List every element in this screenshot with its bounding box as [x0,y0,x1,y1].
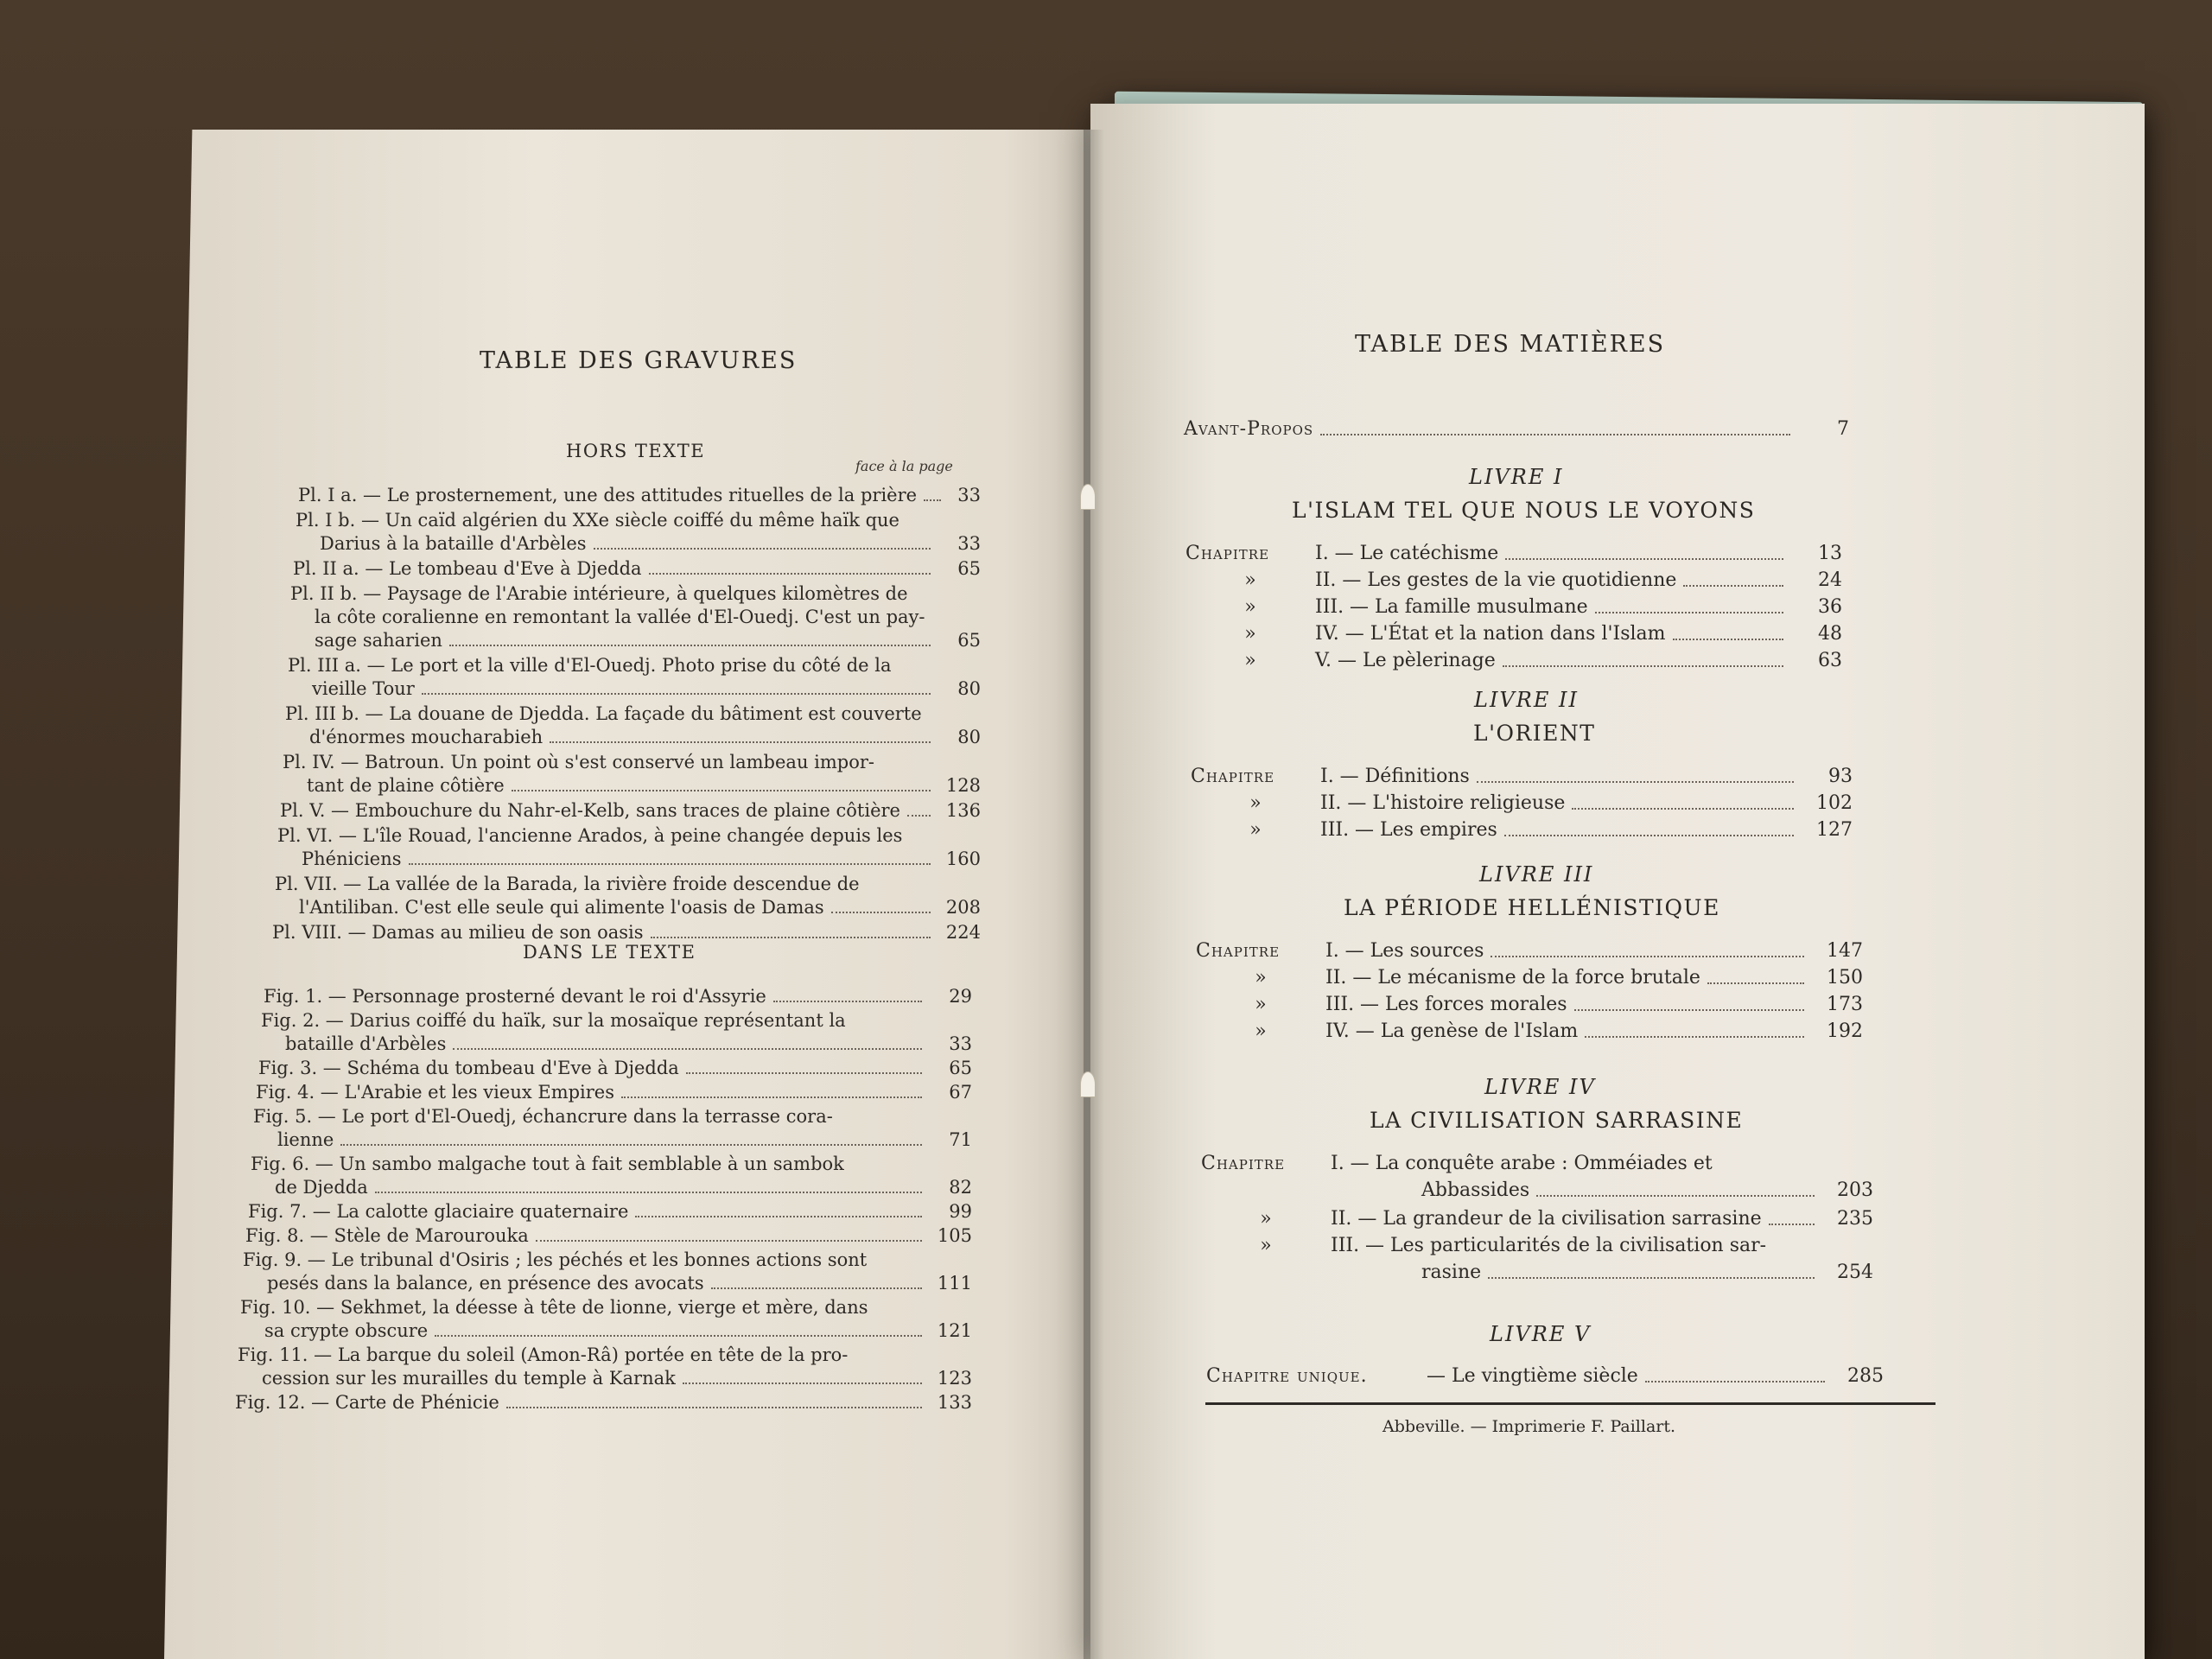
chapter-prefix: » [1255,994,1267,1015]
dot-leader [594,548,931,550]
dot-leader [1673,639,1783,640]
page-number: 121 [937,1320,972,1341]
plate-continuation: vieille Tour [312,678,415,699]
chapter-prefix: » [1255,967,1267,988]
toc-entry-label: III. — Les particularités de la civilisation sar- [1331,1235,1767,1256]
dot-leader [683,1382,922,1384]
figure-entry [235,1391,972,1414]
toc-entry-label: II. — La grandeur de la civilisation sarrasine [1331,1208,1762,1230]
dot-leader [449,645,931,646]
dot-leader [907,815,931,817]
livre-title: LA PÉRIODE HELLÉNISTIQUE [1344,895,1720,920]
toc-page-number: 285 [1847,1365,1884,1387]
printer-imprint: Abbeville. — Imprimerie F. Paillart. [1382,1417,1676,1436]
toc-page-number: 235 [1837,1208,1873,1230]
livre-heading: LIVRE IV [1484,1075,1596,1099]
binding-stitch [1080,1071,1096,1097]
toc-entry [1191,764,1853,790]
chapter-prefix: » [1244,623,1256,645]
toc-entry-label: V. — Le pèlerinage [1315,650,1496,671]
plate-label: Pl. VI. — L'île Rouad, l'ancienne Arados, à peine changée depuis les [277,825,903,846]
chapter-prefix: Chapitre [1191,766,1275,787]
toc-entry [1201,1206,1873,1232]
livre-heading: LIVRE V [1490,1322,1592,1346]
dot-leader [1574,1009,1804,1011]
chapter-prefix: » [1244,596,1256,618]
page-number: 65 [957,630,981,651]
figure-label: Fig. 3. — Schéma du tombeau d'Eve à Djedda [258,1058,679,1078]
dot-leader [506,1407,922,1408]
dot-leader [550,741,931,743]
figure-continuation: cession sur les murailles du temple à Karnak [262,1368,676,1389]
chapter-prefix: » [1255,1020,1267,1042]
figure-label: Fig. 11. — La barque du soleil (Amon-Râ) portée en tête de la pro- [238,1344,849,1365]
chapter-prefix: » [1244,569,1256,591]
dot-leader [773,1001,922,1002]
toc-entry [1191,817,1853,843]
book-spine [1084,130,1104,1659]
page-number: 65 [949,1058,972,1078]
dot-leader [924,499,941,501]
toc-entry-label: I. — Les sources [1325,940,1484,962]
section-heading: HORS TEXTE [566,441,706,461]
toc-entry [1185,594,1842,620]
dot-leader [1505,558,1783,560]
plate-entry [309,726,981,749]
dot-leader [1683,585,1783,587]
figure-continuation: de Djedda [275,1177,368,1198]
plate-label: Pl. II a. — Le tombeau d'Eve à Djedda [293,558,642,579]
dot-leader [1572,808,1794,810]
page-number: 111 [937,1273,972,1294]
toc-entry [1421,1178,1873,1204]
plate-entry [272,921,981,944]
plate-continuation: d'énormes moucharabieh [309,727,543,747]
chapter-prefix: Chapitre [1185,543,1270,564]
dot-leader [1595,612,1783,613]
dot-leader [340,1144,922,1146]
plate-label: Pl. V. — Embouchure du Nahr-el-Kelb, sans traces de plaine côtière [280,800,900,821]
toc-entry [1185,568,1842,594]
livre-heading: LIVRE III [1479,862,1594,887]
toc-entry [1196,1019,1863,1045]
livre-title: L'ORIENT [1473,721,1596,746]
figure-entry [275,1176,972,1199]
plate-entry [280,799,981,823]
toc-page-number: 102 [1816,792,1853,814]
page-number: 128 [945,775,981,796]
page-number: 123 [937,1368,972,1389]
toc-entry-label: IV. — La genèse de l'Islam [1325,1020,1579,1042]
figure-continuation: lienne [277,1129,334,1150]
toc-entry [1196,992,1863,1018]
page-number: 99 [949,1201,972,1222]
dot-leader [1491,956,1804,957]
dot-leader [1585,1036,1804,1038]
figure-entry [245,1224,972,1248]
figure-label: Fig. 4. — L'Arabie et les vieux Empires [256,1082,615,1103]
toc-entry [1185,648,1842,674]
chapter-prefix: Chapitre unique. [1206,1365,1368,1387]
dot-leader [711,1287,922,1289]
figure-continuation: sa crypte obscure [264,1320,429,1341]
dot-leader [1707,982,1804,984]
figure-entry [267,1272,972,1295]
toc-entry [1184,416,1849,442]
dot-leader [453,1048,922,1050]
page-number: 80 [957,727,981,747]
plate-label: Pl. I b. — Un caïd algérien du XXe siècle coiffé du même haïk que [296,510,899,531]
toc-page-number: 173 [1827,994,1863,1015]
dot-leader [512,790,931,791]
figure-label: Fig. 1. — Personnage prosterné devant le roi d'Assyrie [264,986,766,1007]
dot-leader [1536,1195,1815,1197]
plate-label: Pl. III a. — Le port et la ville d'El-Ouedj. Photo prise du côté de la [288,655,892,676]
page-number: 33 [957,533,981,554]
chapter-prefix: Chapitre [1201,1153,1286,1174]
page-number: 65 [957,558,981,579]
page-number: 82 [949,1177,972,1198]
figure-entry [262,1367,972,1390]
toc-entry-label: — Le vingtième siècle [1427,1365,1638,1387]
toc-entry [1191,791,1853,817]
figure-label: Fig. 10. — Sekhmet, la déesse à tête de lionne, vierge et mère, dans [240,1297,868,1318]
plate-label: Pl. III b. — La douane de Djedda. La façade du bâtiment est couverte [285,703,922,724]
chapter-prefix: » [1260,1208,1272,1230]
plate-continuation: l'Antiliban. C'est elle seule qui alimente l'oasis de Damas [299,897,824,918]
livre-heading: LIVRE II [1474,688,1579,712]
livre-heading: LIVRE I [1469,465,1564,489]
toc-page-number: 7 [1837,418,1849,440]
dot-leader [649,573,931,575]
toc-entry [1196,938,1863,964]
toc-entry-label: IV. — L'État et la nation dans l'Islam [1315,623,1666,645]
figure-entry [258,1057,972,1080]
toc-page-number: 36 [1818,596,1842,618]
dot-leader [651,937,931,938]
dot-leader [375,1192,922,1193]
figure-label: Fig. 8. — Stèle de Marourouka [245,1225,529,1246]
page-title: TABLE DES MATIÈRES [1355,331,1666,358]
toc-entry [1196,965,1863,991]
toc-entry-label: I. — Le catéchisme [1315,543,1499,564]
page-number: 29 [949,986,972,1007]
dot-leader [1320,434,1790,435]
dot-leader [422,693,931,695]
figure-label: Fig. 7. — La calotte glaciaire quaternaire [248,1201,629,1222]
plate-entry [298,484,981,507]
plate-continuation: sage saharien [315,630,442,651]
toc-page-number: 147 [1827,940,1863,962]
toc-page-number: 63 [1818,650,1842,671]
toc-page-number: 93 [1828,766,1853,787]
page-number: 71 [949,1129,972,1150]
plate-label: Pl. I a. — Le prosternement, une des attitudes rituelles de la prière [298,485,918,505]
dot-leader [1769,1224,1815,1225]
toc-entry-label: III. — La famille musulmane [1315,596,1588,618]
figure-entry [264,985,972,1008]
plate-label: Pl. VII. — La vallée de la Barada, la rivière froide descendue de [275,874,860,894]
plate-continuation: Phéniciens [302,849,402,869]
toc-page-number: 127 [1816,819,1853,841]
plate-label: Pl. II b. — Paysage de l'Arabie intérieure, à quelques kilomètres de [290,583,908,604]
toc-page-number: 13 [1818,543,1842,564]
page-number: 136 [945,800,981,821]
page-number: 80 [957,678,981,699]
page-number: 224 [945,922,981,943]
plate-entry [312,677,981,701]
plate-entry [302,848,981,871]
page-number: 133 [937,1392,972,1413]
figure-continuation: bataille d'Arbèles [285,1033,447,1054]
toc-entry-label: III. — Les empires [1320,819,1497,841]
toc-entry-label: I. — La conquête arabe : Omméiades et [1331,1153,1713,1174]
toc-entry [1185,541,1842,567]
figure-label: Fig. 2. — Darius coiffé du haïk, sur la mosaïque représentant la [261,1010,846,1031]
toc-entry-label: II. — L'histoire religieuse [1320,792,1566,814]
plate-label: Pl. VIII. — Damas au milieu de son oasis [272,922,644,943]
dot-leader [635,1216,922,1217]
figure-label: Fig. 5. — Le port d'El-Ouedj, échancrure dans la terrasse cora- [253,1106,833,1127]
figure-label: Fig. 9. — Le tribunal d'Osiris ; les péchés et les bonnes actions sont [243,1249,868,1270]
figure-entry [248,1200,972,1224]
page-number: 67 [949,1082,972,1103]
plate-entry [293,557,981,581]
page-number: 208 [945,897,981,918]
toc-page-number: 254 [1837,1262,1873,1283]
toc-entry-label: III. — Les forces morales [1325,994,1567,1015]
page-number: 33 [957,485,981,505]
chapter-prefix: » [1260,1235,1272,1256]
chapter-prefix: » [1244,650,1256,671]
chapter-prefix: » [1249,819,1262,841]
dot-leader [1645,1381,1825,1382]
footer-rule [1205,1402,1936,1405]
plate-continuation: Darius à la bataille d'Arbèles [320,533,587,554]
toc-page-number: 192 [1827,1020,1863,1042]
figure-entry [277,1128,972,1152]
dot-leader [435,1335,922,1337]
toc-entry-label: II. — Le mécanisme de la force brutale [1325,967,1700,988]
column-label: face à la page [855,458,953,474]
dot-leader [1488,1277,1815,1279]
figure-label: Fig. 6. — Un sambo malgache tout à fait semblable à un sambok [251,1154,844,1174]
toc-entry-continuation: rasine [1421,1262,1482,1283]
page-number: 160 [945,849,981,869]
dot-leader [831,912,931,913]
livre-title: LA CIVILISATION SARRASINE [1370,1108,1744,1133]
toc-page-number: 203 [1837,1179,1873,1201]
figure-entry [264,1319,972,1343]
plate-entry [315,629,981,652]
page-number: 105 [937,1225,972,1246]
dot-leader [536,1240,922,1242]
dot-leader [1503,665,1783,667]
toc-entry-continuation: Abbassides [1421,1179,1530,1201]
dot-leader [1504,835,1794,836]
livre-title: L'ISLAM TEL QUE NOUS LE VOYONS [1292,498,1756,523]
plate-entry [299,896,981,919]
toc-page-number: 24 [1818,569,1842,591]
plate-continuation: tant de plaine côtière [307,775,505,796]
binding-stitch [1080,484,1096,510]
page-number: 33 [949,1033,972,1054]
dot-leader [409,863,931,865]
toc-entry [1201,1233,1873,1259]
toc-entry [1206,1363,1884,1389]
dot-leader [621,1096,922,1098]
toc-entry-label: II. — Les gestes de la vie quotidienne [1315,569,1677,591]
toc-entry [1421,1260,1873,1286]
section-heading: DANS LE TEXTE [523,942,696,963]
toc-page-number: 48 [1818,623,1842,645]
toc-page-number: 150 [1827,967,1863,988]
plate-entry [307,774,981,798]
toc-entry [1185,621,1842,647]
toc-entry-label: I. — Définitions [1320,766,1470,787]
chapter-prefix: » [1249,792,1262,814]
figure-entry [285,1033,972,1056]
figure-entry [256,1081,972,1104]
plate-entry [320,532,981,556]
chapter-prefix: Chapitre [1196,940,1281,962]
toc-entry-label: Avant-Propos [1184,418,1314,440]
figure-label: Fig. 12. — Carte de Phénicie [235,1392,499,1413]
dot-leader [1477,781,1794,783]
plate-label: Pl. IV. — Batroun. Un point où s'est conservé un lambeau impor- [283,752,874,772]
page-title: TABLE DES GRAVURES [480,347,798,374]
toc-entry [1201,1151,1873,1177]
figure-continuation: pesés dans la balance, en présence des avocats [267,1273,704,1294]
dot-leader [686,1072,922,1074]
plate-continuation: la côte coralienne en remontant la vallée d'El-Ouedj. C'est un pay- [315,607,925,627]
